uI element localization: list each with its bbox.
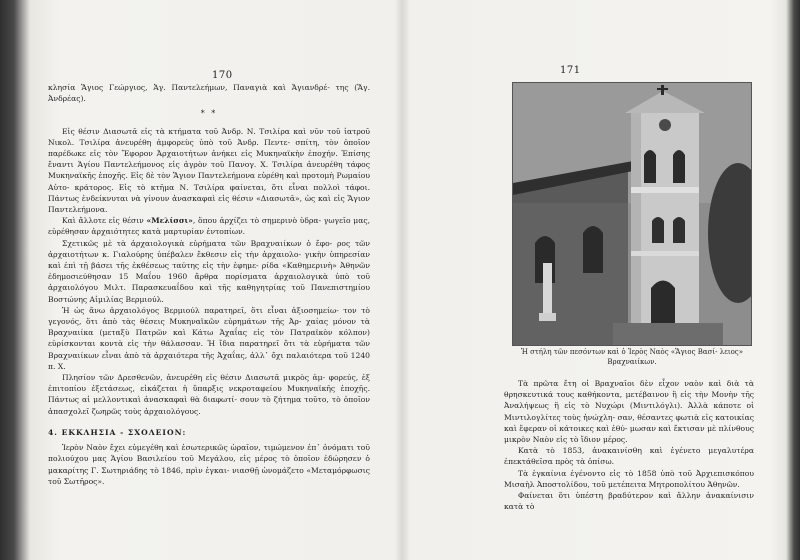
paragraph-1853: Κατὰ τὸ 1853, ἀνακαινίσθη καὶ ἐγένετο μεγαλυτέρα ἐπεκτάθεῖσα πρὸς τὰ ὀπίσω. [504,446,754,467]
melissi-bold: «Μελίσσι» [146,216,193,226]
paragraph-melissi [48,215,370,237]
ornament: * * [200,109,218,119]
church-photo [512,82,752,346]
melissi-pre: Καὶ ἄλλοτε εἰς θέσιν [62,216,147,226]
paragraph-church: Ἱερὸν Ναὸν ἔχει εὐμεγέθη καὶ ἐσωτερικῶς ὡραῖον, τιμώμενον ἐπ᾽ ὀνόματι τοῦ πολιούχου μας Ἁγίου Βασιλείου τοῦ Μεγάλου, εἰς μέρος τὸ ὁποῖον ἐδώρησεν ὁ μακαρίτης Γ. Σωτηριάδης τὸ 1846, πρὶν ἐγκαι- νιασθῇ ὠνομάζετο «Μεταμόρφωσις τοῦ Σωτῆρος». [48,443,370,486]
photo-caption: Ἡ στήλη τῶν πεσόντων καὶ ὁ Ἱερὸς Ναὸς «Ἅγιος Βασί- λειος» Βραχναιίκων. [520,348,743,366]
melissi-post: , ὅπου ἀρχίζει τὸ σημερινὸ ὑδρα- γωγεῖο μας, εὑρέθησαν ἀρχαιότητες κατὰ μαρτυρίαν ἐντοπίων. [48,216,370,237]
section-heading: 4. ΕΚΚΛΗΣΙΑ - ΣΧΟΛΕΙΟΝ: [48,427,187,437]
left-page [30,0,400,560]
church-bell-tower-illustration [513,83,751,345]
paragraph-1858: Τὰ ἐγκαίνια ἐγένοντο εἰς τὸ 1858 ὑπὸ τοῦ Ἀρχιεπισκόπου Μισαὴλ Ἀποστολίδου, τοῦ μετέπειτα Μητροπολίτου Ἀθηνῶν. [504,468,754,489]
page-number-left: 170 [212,70,233,81]
paragraph-diasota: Εἰς θέσιν Διασωτᾶ εἰς τὰ κτήματα τοῦ Ἀνδρ. Ν. Τσιλίρα καὶ νῦν τοῦ ἰατροῦ Νικολ. Τσιλίρα ἀνευρέθη ἀμφορεὺς ὑπὸ τοῦ Ἀνδρ. Πεντε- σπίτη, τὸν ὁποῖον παρέδωκε εἰς τὸν Ἔφορον Ἀρχαιοτήτων ἀνήκει εἰς Μυκηναϊκὴν ἐποχήν. Ἐπίσης ἔναντι Ἁγίου Παντελεήμονος εἰς ἀγρὸν τοῦ Πανογ. Χ. Τσιλίρα ἀνευρέθη τάφος Μυκηναϊκῆς ἐποχῆς. Εἰς δὲ τὸν Ἅγιον Παντελεήμονα εὑρέθη καὶ προτομὴ Ρωμαίου Αὐτο- κράτορος. Εἰς τὸ κτῆμα Ν. Τσιλίρα φαίνεται, ὅτι εἶναι πολλοὶ τάφοι. Πάντως ἐνδείκνυται νὰ γίνουν ἀνασκαφαὶ εἰς θέσιν «Διασωτᾶ», ὡς καὶ εἰς Ἅγιον Παντελεήμονα. [48,126,370,215]
paragraph-dresthenon: Πλησίον τῶν Δρεσθενῶν, ἀνευρέθη εἰς θέσιν Διασωτᾶ μικρὸς ἀμ- φορεύς, ἐξ ἐπιτοπίου ἐξετάσεως, εἰκάζεται ἡ ὕπαρξις νεκροταφείου Μυκηναϊκῆς ἐποχῆς. Πάντως αἱ μελλοντικαὶ ἀνασκαφαὶ θὰ διαφωτί- σουν τὸ ζήτημα τοῦτο, τὸ ὁποῖον ἀπασχολεῖ ζωηρῶς τοὺς ἀρχαιολόγους. [48,373,370,416]
left-page-text [48,82,370,487]
right-page-text [504,378,754,512]
right-page [404,0,770,560]
paragraph-renovation: Φαίνεται ὅτι ὑπέστη βραδύτερον καὶ ἄλλην ἀνακαίνισιν κατὰ τὸ [504,491,754,512]
paragraph-gialouris: Σχετικῶς μὲ τὰ ἀρχαιολογικὰ εὑρήματα τῶν Βραχναιίκων ὁ ἔφο- ρος τῶν ἀρχαιοτήτων κ. Γιαλούρης ὑπέβαλεν ἔκθεσιν εἰς τὴν ἀρχαιολο- γικὴν ὑπηρεσίαν καὶ ἐπὶ τῇ βάσει τῆς ἐκθέσεως ταύτης εἰς τὴν ἐφημε- ρίδα «Καθημερινὴ» Ἀθηνῶν ἐδημοσιεύθησαν 15 Μαΐου 1960 ἄρθρα πορίσματα ἀρχαιολογικὰ ὑπὸ τοῦ ἀρχαιολόγου Μιλτ. Παρασκευαΐδου καὶ τῆς καθηγητρίας τοῦ Πανεπιστημίου Βοστώνης Αἰμιλίας Βερμιούλ. [48,238,370,304]
paragraph-first-years: Τὰ πρῶτα ἔτη οἱ Βραχναῖοι δὲν εἶχον ναὸν καὶ διὰ τὰ θρησκευτικά τους καθήκοντα, μετέβαινον ἢ εἰς τὴν Μονὴν τῆς Ἀναλήψεως ἢ εἰς τὸ Νυχώρι (Μιντιλόγλι). Ἀλλὰ κάποτε οἱ Μιντιλογλίτες τοὺς ἠνώχλη- σαν, θέσαντες φωτιὰ εἰς κατοικίας καὶ ἔφεραν οἱ κάτοικες καὶ ἐθύ- μωσαν καὶ ἔκτισαν μὲ πλίνθους μικρὸν Ναὸν εἰς τὸ ἴδιον μέρος. [504,379,754,445]
page-number-right: 171 [560,65,581,76]
intro-paragraph: κλησία Ἅγιος Γεώργιος, Ἁγ. Παντελεήμων, Παναγιὰ καὶ Ἁγιανδρέ- της (Ἅγ. Ἀνδρέας). [48,83,370,104]
paragraph-vermeule: Ἡ ὡς ἄνω ἀρχαιολόγος Βερμιούλ παρατηρεῖ, ὅτι εἶναι ἀξιοσημείω- τον τὸ γεγονός, ὅτι ἀπὸ τὰς θέσεις Μυκηναϊκῶν εὑρημάτων τῆς Ἀρ- χαίας μόνον τὰ Βραχναιίκα (μεταξὺ Πατρῶν καὶ Κάτω Ἀχαΐας εἰς τὸν Πατραϊκὸν κόλπον) εὑρίσκονται κοντὰ εἰς τὴν θάλασσαν. Ἡ ἴδια παρατηρεῖ ὅτι τὰ εὑρήματα τῶν Βραχναιίκων εἶναι ἀπὸ τὰ ἀρχαιότερα τῆς Ἀχαΐας, ἀλλ᾽ ὄχι παλαιότερα τοῦ 1240 π. Χ. [48,305,370,371]
